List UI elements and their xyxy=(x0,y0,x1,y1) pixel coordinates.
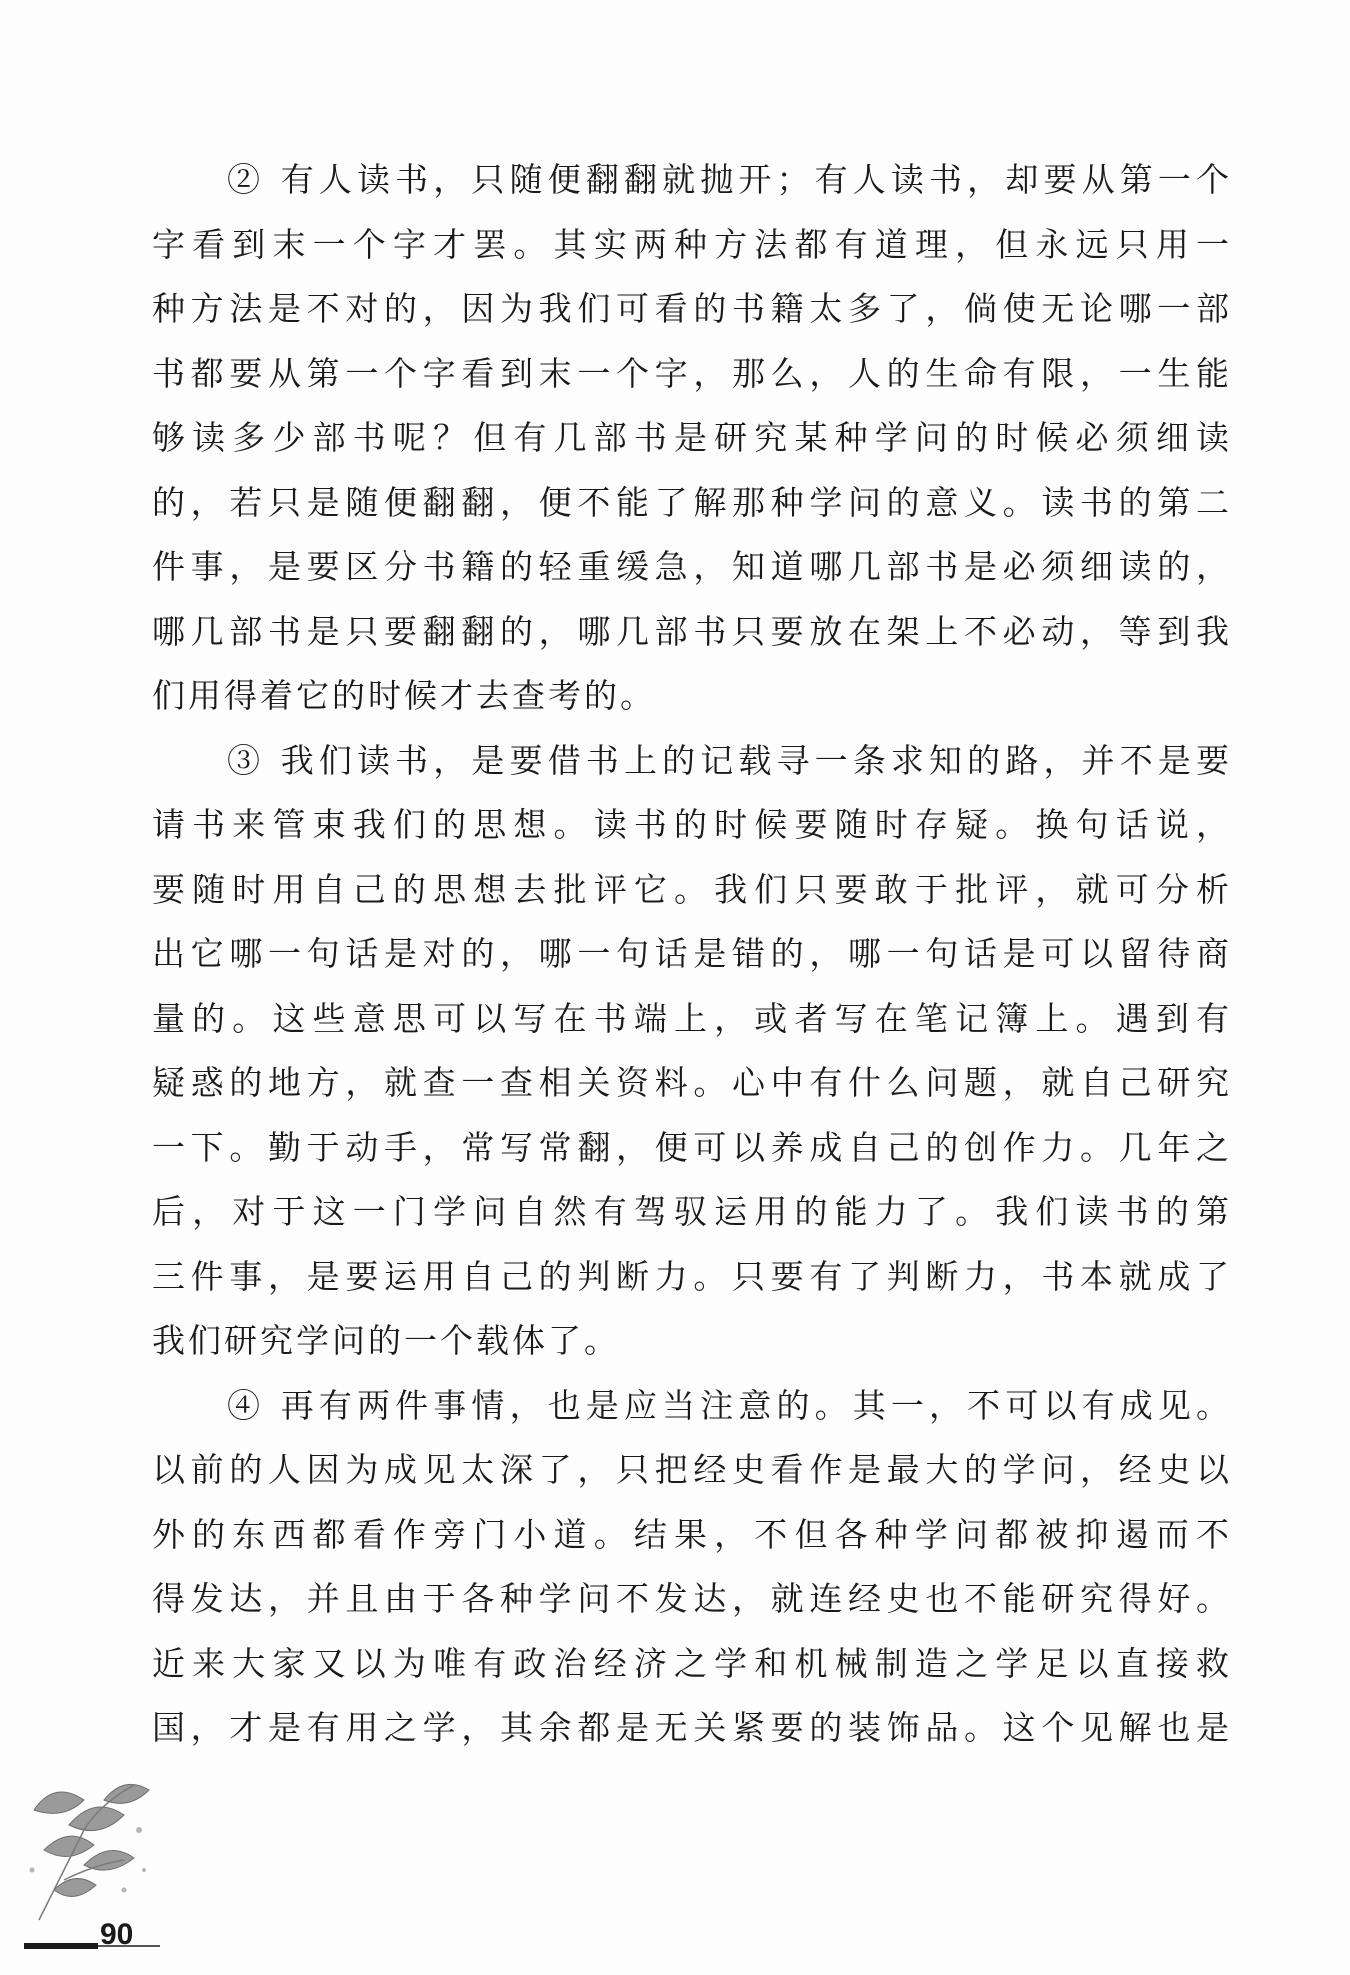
text-line: 我们研究学问的一个载体了。 xyxy=(152,1321,620,1360)
text-line: 种方法是不对的，因为我们可看的书籍太多了，倘使无论哪一部 xyxy=(152,289,1232,328)
leaf-ornament xyxy=(24,1770,164,1950)
text-line: 件事，是要区分书籍的轻重缓急，知道哪几部书是必须细读的， xyxy=(152,547,1232,586)
text-line: 书都要从第一个字看到末一个字，那么，人的生命有限，一生能 xyxy=(152,353,1232,393)
text-line: 字看到末一个字才罢。其实两种方法都有道理，但永远只用一 xyxy=(152,224,1232,264)
text-line: 出它哪一句话是对的，哪一句话是错的，哪一句话是可以留待商 xyxy=(152,934,1232,973)
text-line: 要随时用自己的思想去批评它。我们只要敢于批评，就可分析 xyxy=(152,869,1232,909)
text-line: 哪几部书是只要翻翻的，哪几部书只要放在架上不必动，等到我 xyxy=(152,611,1232,651)
leaf-icon xyxy=(24,1770,164,1940)
text-line: 外的东西都看作旁门小道。结果，不但各种学问都被抑遏而不 xyxy=(152,1514,1232,1554)
text-line: 的，若只是随便翻翻，便不能了解那种学问的意义。读书的第二 xyxy=(152,482,1232,522)
text-line: 得发达，并且由于各种学问不发达，就连经史也不能研究得好。 xyxy=(152,1579,1232,1618)
text-line: 以前的人因为成见太深了，只把经史看作是最大的学问，经史以 xyxy=(152,1450,1232,1489)
text-line: 们用得着它的时候才去查考的。 xyxy=(152,676,656,715)
text-line: 够读多少部书呢？但有几部书是研究某种学问的时候必须细读 xyxy=(152,418,1232,457)
paragraph-4 xyxy=(152,1374,1232,1761)
text-line: 一下。勤于动手，常写常翻，便可以养成自己的创作力。几年之 xyxy=(152,1127,1232,1167)
paragraph-3 xyxy=(152,729,1232,1374)
footer-bar xyxy=(24,1943,98,1949)
text-line: 请书来管束我们的思想。读书的时候要随时存疑。换句话说， xyxy=(152,805,1232,844)
text-line: ③ 我们读书，是要借书上的记载寻一条求知的路，并不是要 xyxy=(227,740,1232,780)
text-line: 近来大家又以为唯有政治经济之学和机械制造之学足以直接救 xyxy=(152,1643,1232,1683)
page-number: 90 xyxy=(100,1918,134,1951)
text-line: 三件事，是要运用自己的判断力。只要有了判断力，书本就成了 xyxy=(152,1256,1232,1296)
text-line: 国，才是有用之学，其余都是无关紧要的装饰品。这个见解也是 xyxy=(152,1708,1232,1747)
text-line: 后，对于这一门学问自然有驾驭运用的能力了。我们读书的第 xyxy=(152,1192,1232,1231)
text-line: 量的。这些意思可以写在书端上，或者写在笔记簿上。遇到有 xyxy=(152,998,1232,1038)
text-line: 疑惑的地方，就查一查相关资料。心中有什么问题，就自己研究 xyxy=(152,1063,1232,1102)
text-line: ④ 再有两件事情，也是应当注意的。其一，不可以有成见。 xyxy=(227,1385,1232,1425)
text-line: ② 有人读书，只随便翻翻就抛开；有人读书，却要从第一个 xyxy=(227,160,1232,199)
body-text xyxy=(152,148,1232,1761)
paragraph-2 xyxy=(152,148,1232,729)
